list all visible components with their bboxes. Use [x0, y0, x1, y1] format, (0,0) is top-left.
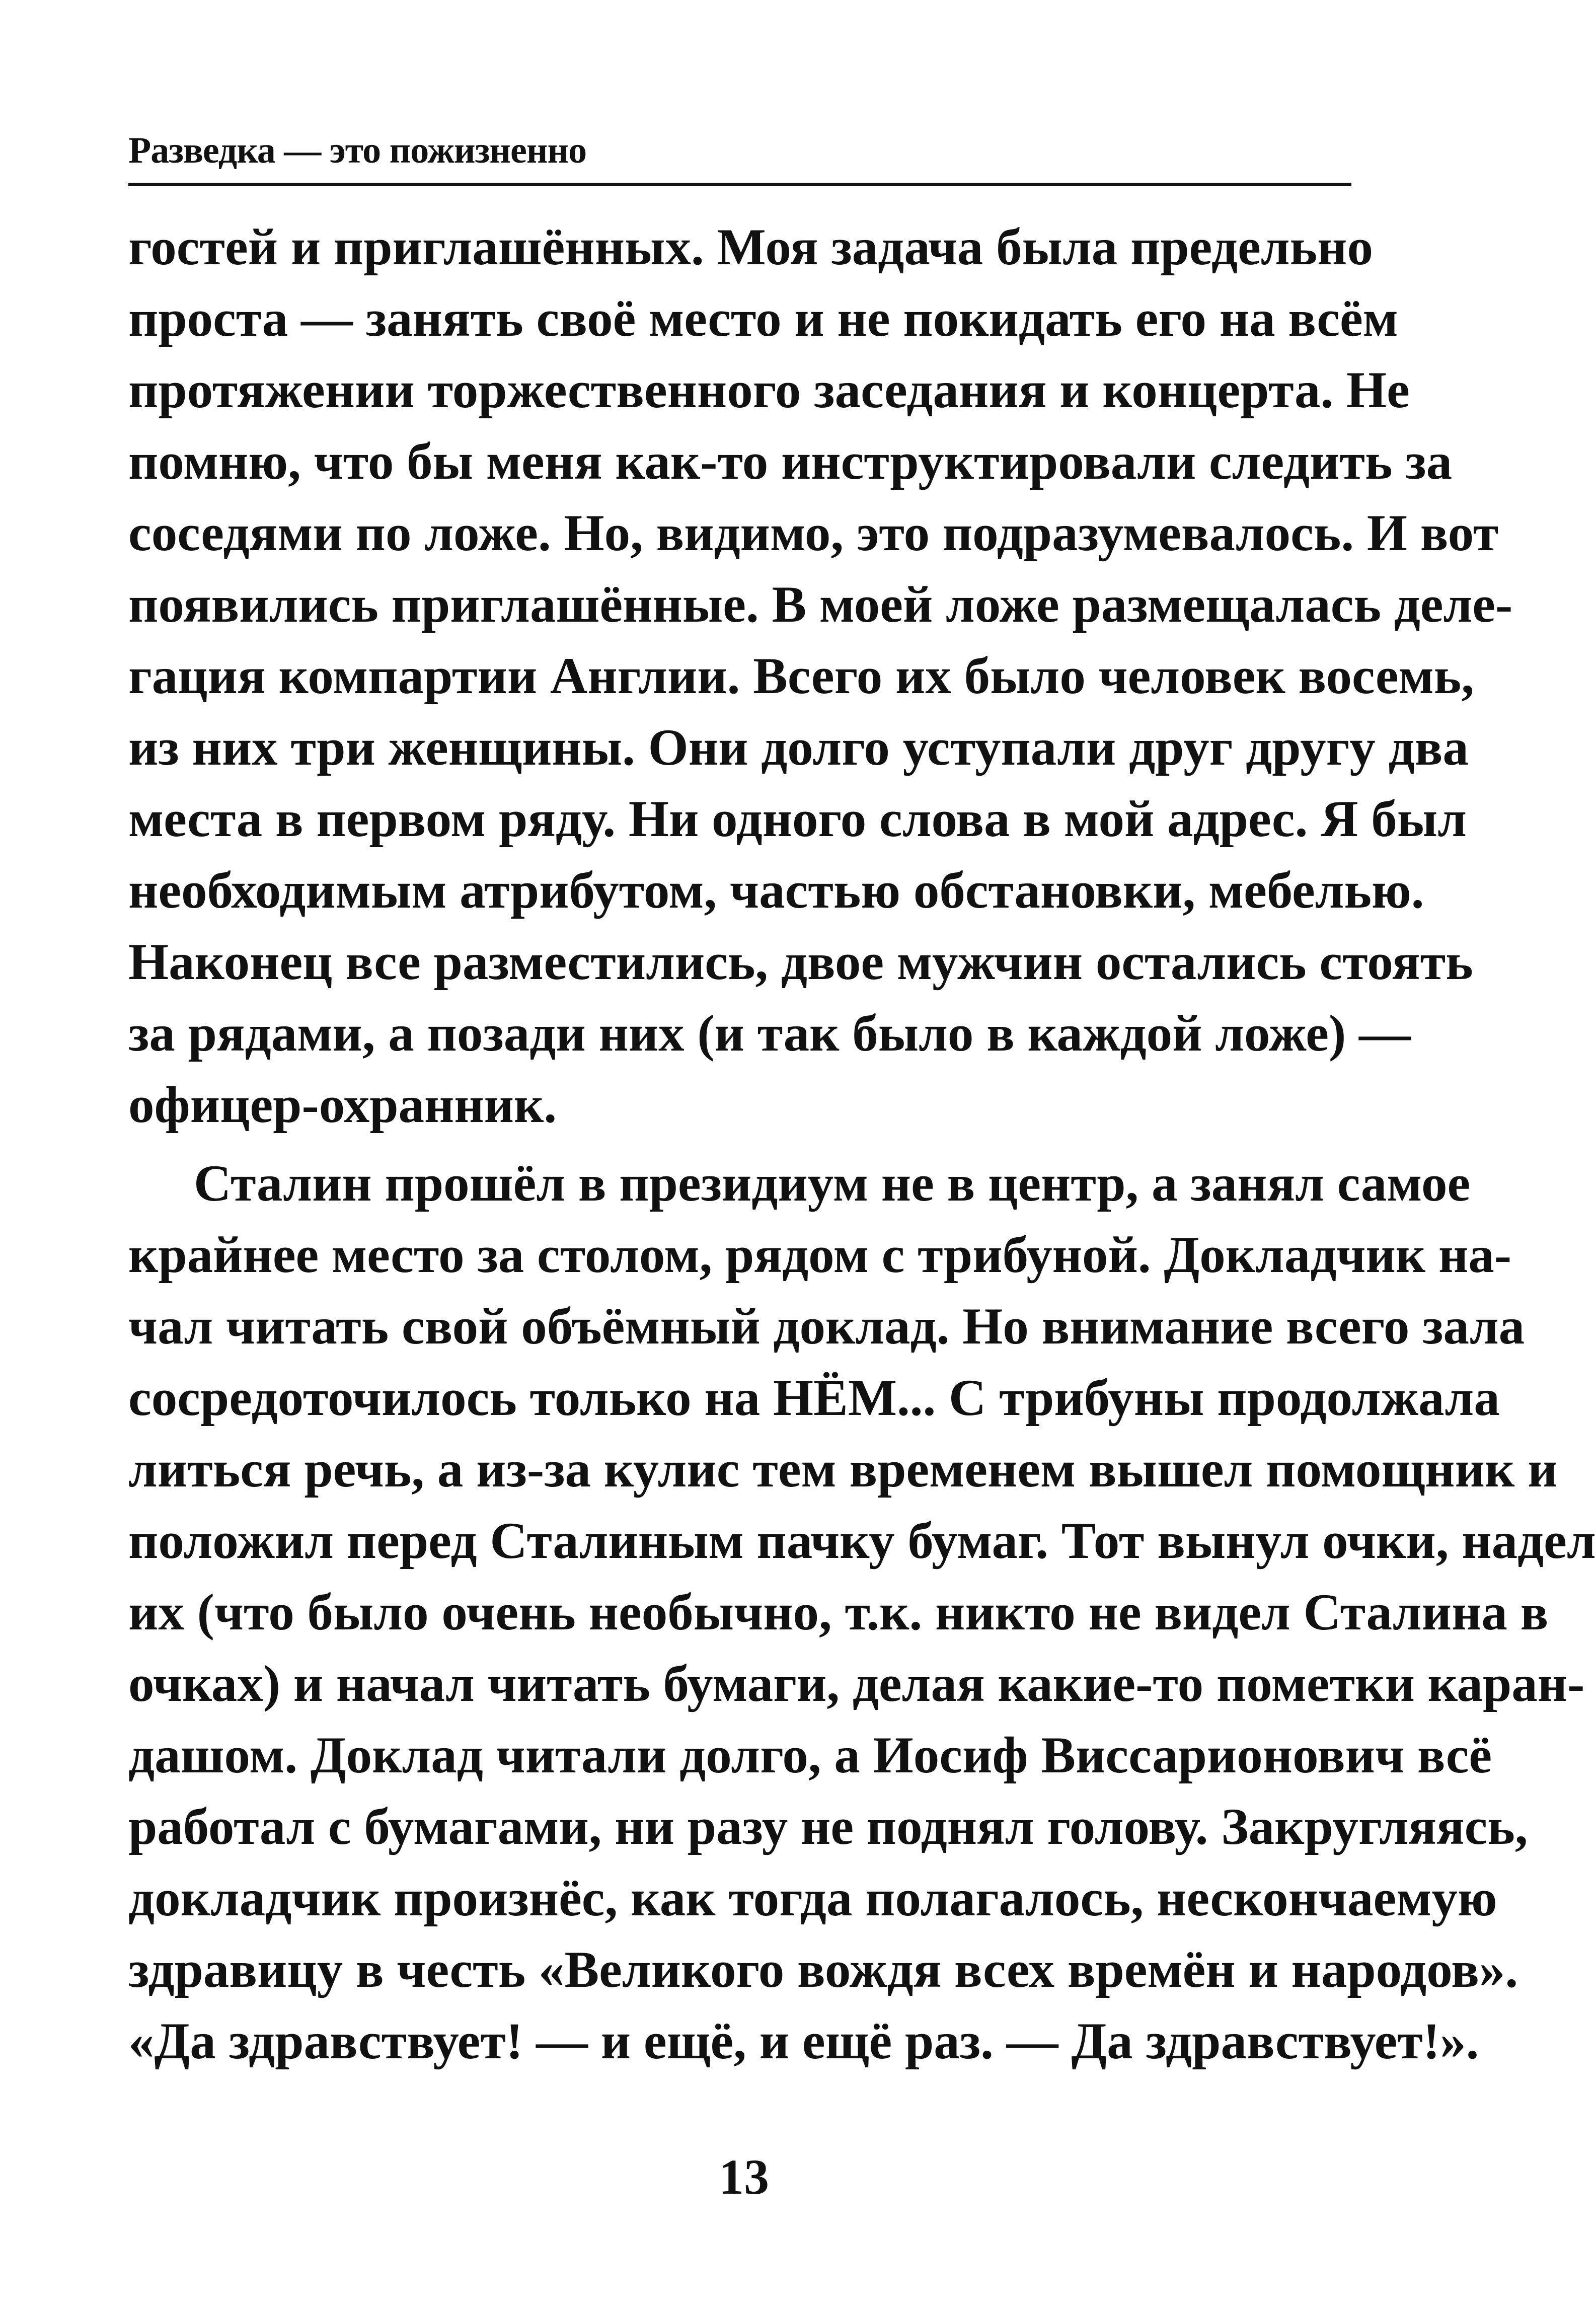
text-line: соседями по ложе. Но, видимо, это подразумевалось. И вот	[128, 504, 1499, 562]
text-line: места в первом ряду. Ни одного слова в мой адрес. Я был	[128, 790, 1467, 848]
text-line: проста — занять своё место и не покидать его на всём	[128, 290, 1398, 347]
text-line: чал читать свой объёмный доклад. Но внимание всего зала	[128, 1298, 1525, 1355]
running-head: Разведка — это пожизненно	[128, 130, 587, 171]
text-line: появились приглашённые. В моей ложе размещалась деле-	[128, 576, 1513, 633]
body-text	[128, 211, 1596, 2077]
text-line: Сталин прошёл в президиум не в центр, а занял самое	[194, 1155, 1471, 1212]
text-line: гация компартии Англии. Всего их было человек восемь,	[128, 647, 1475, 705]
text-line: положил перед Сталиным пачку бумаг. Тот вынул очки, надел	[128, 1512, 1596, 1570]
text-line: протяжении торжественного заседания и концерта. Не	[128, 361, 1410, 419]
text-line: их (что было очень необычно, т.к. никто не видел Сталина в	[128, 1584, 1549, 1641]
text-line: «Да здравствует! — и ещё, и ещё раз. — Да здравствует!».	[128, 2012, 1479, 2070]
page-number: 13	[719, 2149, 769, 2205]
text-line: дашом. Доклад читали долго, а Иосиф Виссарионович всё	[128, 1727, 1492, 1784]
text-line: Наконец все разместились, двое мужчин остались стоять	[128, 933, 1473, 991]
text-line: гостей и приглашённых. Моя задача была предельно	[128, 218, 1373, 276]
text-line: литься речь, а из-за кулис тем временем вышел помощник и	[128, 1441, 1558, 1498]
paragraph-gap	[128, 1141, 1351, 1148]
paragraph-2	[128, 1148, 1596, 2077]
text-line: помню, что бы меня как-то инструктировали следить за	[128, 433, 1453, 490]
text-line: здравицу в честь «Великого вождя всех времён и народов».	[128, 1941, 1518, 1998]
text-line: очках) и начал читать бумаги, делая какие-то пометки каран-	[128, 1655, 1585, 1712]
paragraph-1	[128, 211, 1513, 1141]
text-line: работал с бумагами, ни разу не поднял голову. Закругляясь,	[128, 1798, 1528, 1855]
text-line: сосредоточилось только на НЁМ... С трибуны продолжала	[128, 1369, 1500, 1427]
text-line: офицер-охранник.	[128, 1076, 557, 1134]
text-line: необходимым атрибутом, частью обстановки, мебелью.	[128, 862, 1424, 919]
text-line: докладчик произнёс, как тогда полагалось, нескончаемую	[128, 1870, 1497, 1927]
header-rule	[128, 183, 1351, 186]
text-line: из них три женщины. Они долго уступали друг другу два	[128, 719, 1469, 776]
text-line: за рядами, а позади них (и так было в каждой ложе) —	[128, 1005, 1411, 1062]
text-line: крайнее место за столом, рядом с трибуной. Докладчик на-	[128, 1226, 1512, 1284]
